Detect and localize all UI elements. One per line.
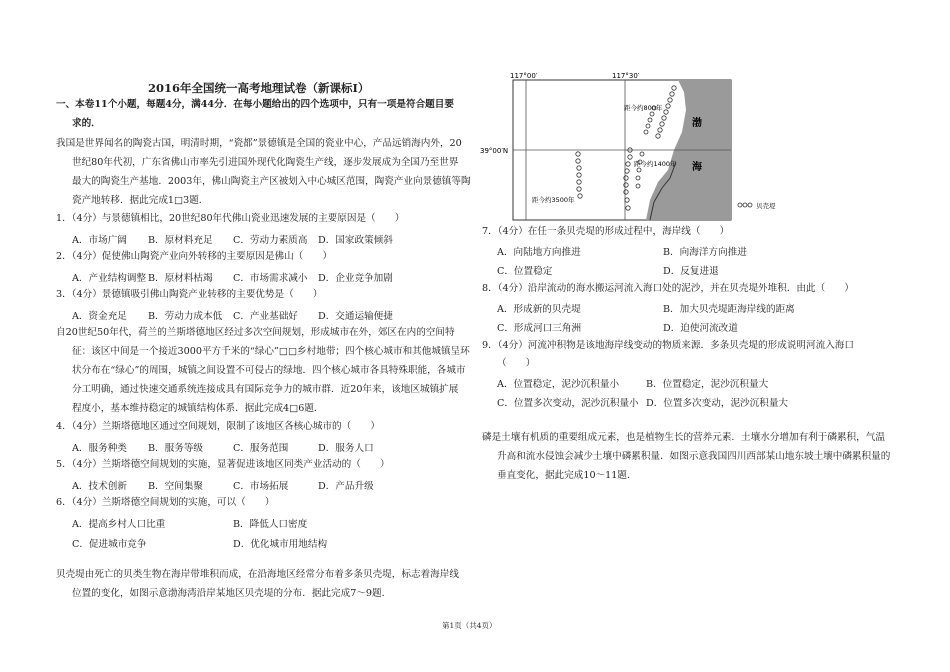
question-9-option-c[interactable]: C．位置多次变动，泥沙沉积量小 (497, 398, 639, 409)
section-instruction-cont: 求的． (72, 118, 101, 129)
question-3-option-c[interactable]: C．产业基础好 (233, 311, 298, 322)
passage-4-line: 磷是土壤有机质的重要组成元素，也是植物生长的营养元素．土壤水分增加有利于磷累积，气温 (482, 432, 885, 443)
question-2-option-a[interactable]: A．产业结构调整 (72, 273, 147, 284)
passage-1-line: 我国是世界闻名的陶瓷古国，明清时期，“瓷都”景德镇是全国的瓷业中心，产品远销海内外，20 (56, 138, 462, 149)
question-4-option-d[interactable]: D．服务人口 (318, 443, 374, 454)
question-9-stem-cont: （ ） (497, 358, 536, 369)
page-footer: 第1页（共4页） (442, 621, 497, 630)
question-1-option-b[interactable]: B．原材料充足 (148, 235, 213, 246)
section-instruction: 一、本卷11个小题，每题4分，满44分．在每小题给出的四个选项中，只有一项是符合题目要 (56, 99, 454, 110)
label-3500: 距今约3500年 (532, 196, 575, 204)
question-8-option-d[interactable]: D．迫使河流改道 (663, 323, 738, 334)
question-1-option-a[interactable]: A．市场广阔 (72, 235, 127, 246)
question-6-option-b[interactable]: B．降低人口密度 (233, 519, 308, 530)
legend-shell-icon (738, 203, 752, 207)
passage-1-line: 最大的陶瓷生产基地．2003年，佛山陶瓷主产区被划入中心城区范围，陶瓷产业向景德镇等陶 (72, 176, 471, 187)
passage-2-line: 程度小，基本维持稳定的城镇结构体系．据此完成4□6题． (72, 403, 324, 414)
lon-label-2: 117°30′ (612, 72, 640, 80)
question-6-option-d[interactable]: D．优化城市用地结构 (233, 539, 328, 550)
question-5-option-d[interactable]: D．产品升级 (318, 481, 374, 492)
question-5-option-b[interactable]: B．空间集聚 (148, 481, 204, 492)
question-5-option-c[interactable]: C．市场拓展 (233, 481, 289, 492)
question-6-option-c[interactable]: C．促进城市竞争 (72, 539, 147, 550)
question-9-stem: 9．（4分）河流冲积物是该地海岸线变动的物质来源．多条贝壳堤的形成说明河流入海口 (482, 340, 854, 351)
question-9-option-a[interactable]: A．位置稳定，泥沙沉积量小 (497, 379, 620, 390)
passage-1-line: 瓷产地转移．据此完成1□3题． (72, 195, 209, 206)
question-1-stem: 1．（4分）与景德镇相比，20世纪80年代佛山瓷业迅速发展的主要原因是（ ） (56, 213, 405, 224)
question-2-option-b[interactable]: B．原材料枯竭 (148, 273, 213, 284)
sea-label-2: 海 (692, 162, 702, 173)
passage-4-line: 垂直变化，据此完成10～11题． (497, 470, 637, 481)
question-7-option-d[interactable]: D．反复进退 (663, 266, 719, 277)
passage-2-line: 自20世纪50年代，荷兰的兰斯塔德地区经过多次空间规划，形成城市在外，郊区在内的空间特 (56, 327, 455, 338)
question-1-option-d[interactable]: D．国家政策倾斜 (318, 235, 393, 246)
passage-2-line: 分工明确，通过快速交通系统连接成具有国际竞争力的城市群．近20年来，该地区城镇扩展 (72, 384, 459, 395)
question-4-option-c[interactable]: C．服务范围 (233, 443, 289, 454)
question-2-stem: 2．（4分）促使佛山陶瓷产业向外转移的主要原因是佛山（ ） (56, 251, 333, 262)
label-1400: 距今约1400年 (634, 160, 677, 168)
question-5-stem: 5．（4分）兰斯塔德空间规划的实施，显著促进该地区同类产业活动的（ ） (56, 459, 390, 470)
question-4-stem: 4．（4分）兰斯塔德地区通过空间规划，限制了该地区各核心城市的（ ） (56, 421, 381, 432)
sea-label-1: 渤 (692, 118, 702, 129)
passage-2-line: 征：该区中间是一个接近3000平方千米的“绿心”□□乡村地带；四个核心城市和其他城镇呈环 (72, 346, 470, 357)
question-7-option-a[interactable]: A．向陆地方向推进 (497, 247, 581, 258)
question-1-option-c[interactable]: C．劳动力素质高 (233, 235, 308, 246)
lat-label: 39°00′N (480, 147, 509, 155)
passage-4-line: 升高和流水侵蚀会减少土壤中磷累积量．如图示意我国四川西部某山地东坡土壤中磷累积量的 (497, 451, 891, 462)
question-8-stem: 8．（4分）沿岸流动的海水搬运河流入海口处的泥沙，并在贝壳堤外堆积．由此（ ） (482, 283, 854, 294)
question-2-option-c[interactable]: C．市场需求减小 (233, 273, 308, 284)
passage-3-line: 贝壳堤由死亡的贝类生物在海岸带堆积而成，在沿海地区经常分布着多条贝壳堤，标志着海岸线 (56, 569, 459, 580)
lon-label-1: 117°00′ (510, 72, 538, 80)
question-8-option-a[interactable]: A．形成新的贝壳堤 (497, 304, 581, 315)
question-4-option-a[interactable]: A．服务种类 (72, 443, 127, 454)
question-9-option-d[interactable]: D．位置多次变动，泥沙沉积量大 (646, 398, 789, 409)
legend-label: 贝壳堤 (756, 202, 776, 210)
label-800: 距今约800年 (624, 104, 663, 112)
question-3-option-d[interactable]: D．交通运输便捷 (318, 311, 393, 322)
question-6-option-a[interactable]: A．提高乡村人口比重 (72, 519, 166, 530)
passage-1-line: 世纪80年代初，广东省佛山市率先引进国外现代化陶瓷生产线，逐步发展成为全国乃至世界 (72, 157, 459, 168)
question-3-stem: 3．（4分）景德镇吸引佛山陶瓷产业转移的主要优势是（ ） (56, 289, 323, 300)
question-6-stem: 6．（4分）兰斯塔德空间规划的实施，可以（ ） (56, 497, 275, 508)
question-5-option-a[interactable]: A．技术创新 (72, 481, 127, 492)
question-7-option-c[interactable]: C．位置稳定 (497, 266, 553, 277)
question-9-option-b[interactable]: B．位置稳定，泥沙沉积量大 (646, 379, 769, 390)
question-7-option-b[interactable]: B．向海洋方向推进 (663, 247, 747, 258)
shell-ridge-map (478, 70, 778, 230)
passage-3-line: 位置的变化，如图示意渤海湾沿岸某地区贝壳堤的分布．据此完成7～9题． (72, 588, 392, 599)
question-3-option-a[interactable]: A．资金充足 (72, 311, 127, 322)
question-8-option-b[interactable]: B．加大贝壳堤距海岸线的距离 (663, 304, 795, 315)
question-3-option-b[interactable]: B．劳动力成本低 (148, 311, 223, 322)
passage-2-line: 状分布在“绿心”的周围，城镇之间设置不可侵占的绿地．四个核心城市各具特殊职能，各城市 (72, 365, 466, 376)
question-2-option-d[interactable]: D．企业竞争加剧 (318, 273, 393, 284)
question-7-stem: 7．（4分）在任一条贝壳堤的形成过程中，海岸线（ ） (482, 226, 730, 237)
question-4-option-b[interactable]: B．服务等级 (148, 443, 204, 454)
page-title: 2016年全国统一高考地理试卷（新课标I） (148, 81, 370, 95)
question-8-option-c[interactable]: C．形成河口三角洲 (497, 323, 582, 334)
